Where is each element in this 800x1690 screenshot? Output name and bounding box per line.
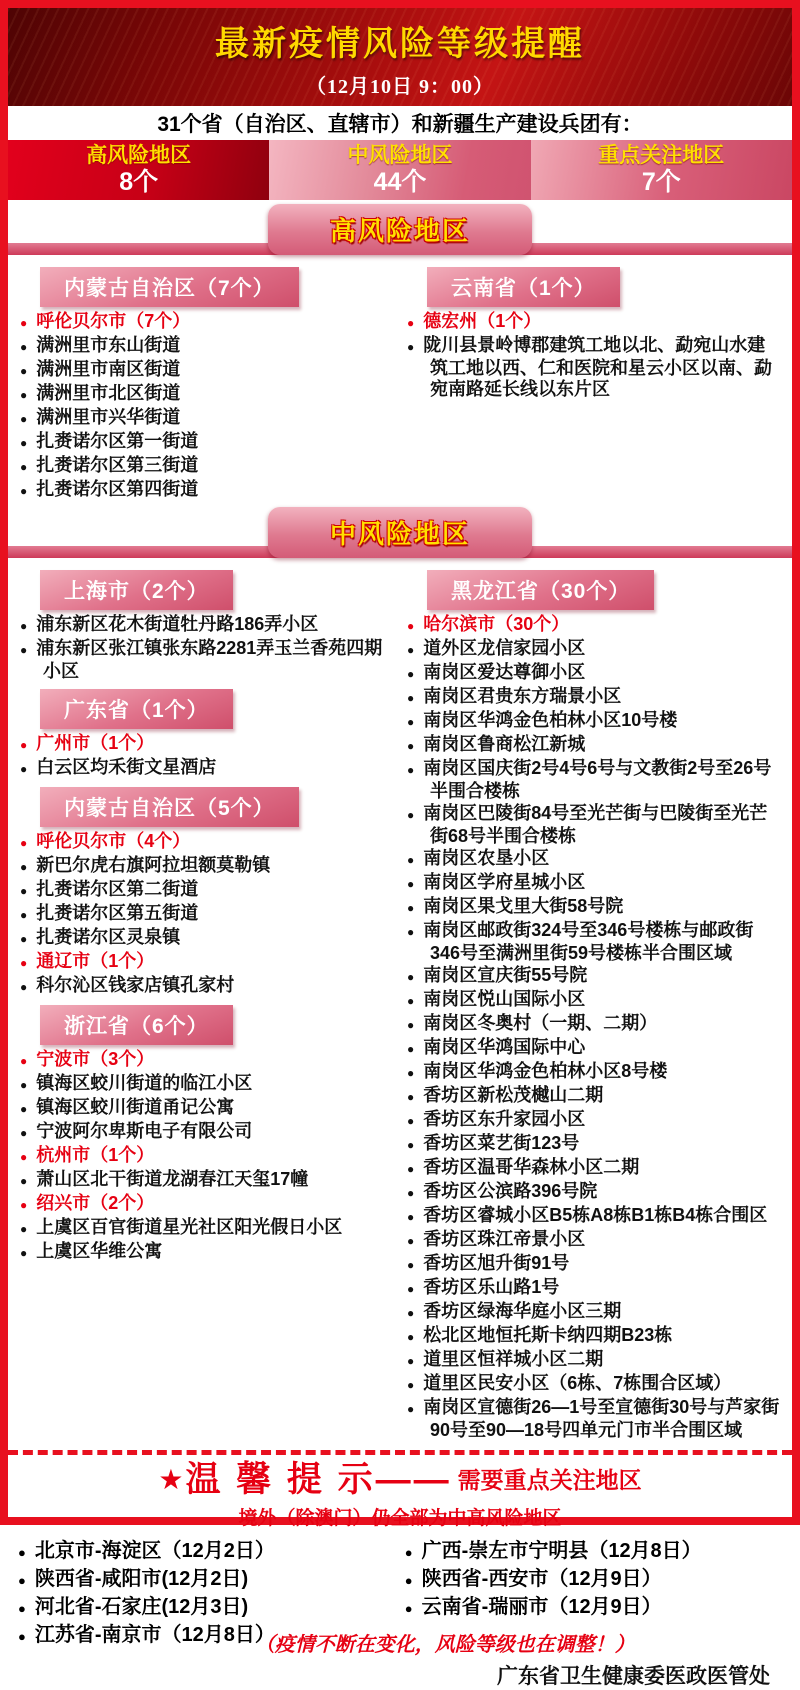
bullet-icon: ● [407, 739, 415, 753]
medium-risk-columns [8, 561, 792, 1442]
list-item [407, 1397, 780, 1441]
list-item-text: 香坊区旭升街91号 [423, 1253, 570, 1273]
bullet-icon: ● [407, 1258, 415, 1272]
list-item-text: 陕西省-西安市（12月9日） [421, 1567, 662, 1590]
list-item-text: 陇川县景岭博郡建筑工地以北、勐宛山水建筑工地以西、仁和医院和星云小区以南、勐宛南路延长线以东片区 [423, 335, 772, 399]
bullet-icon: ● [407, 877, 415, 891]
bullet-icon: ● [407, 619, 415, 633]
bullet-icon: ● [18, 1628, 26, 1644]
bullet-icon: ● [407, 691, 415, 705]
bullet-icon: ● [20, 860, 28, 874]
bullet-icon: ● [20, 1054, 28, 1068]
bullet-icon: ● [20, 619, 28, 633]
bullet-icon: ● [407, 643, 415, 657]
list-item-text: 通辽市（1个） [36, 951, 155, 971]
bullet-icon: ● [407, 1234, 415, 1248]
list-item [407, 335, 780, 400]
province-header: 上海市（2个） [40, 570, 233, 610]
bullet-icon: ● [407, 1042, 415, 1056]
list-item-text: 南岗区宣德街26—1号至宣德街30号与芦家街90号至90—18号四单元门市半合围区域 [423, 1397, 780, 1440]
stat-row [8, 140, 792, 200]
list-item [407, 920, 780, 964]
list-item [20, 359, 393, 382]
bullet-icon: ● [407, 1210, 415, 1224]
stat-high-risk [8, 140, 269, 200]
bullet-icon: ● [407, 853, 415, 867]
bullet-icon: ● [407, 970, 415, 984]
list-item [407, 989, 780, 1012]
bullet-icon: ● [407, 667, 415, 681]
stat-medium-risk [269, 140, 530, 200]
bullet-icon: ● [407, 925, 415, 939]
list-item [20, 1097, 393, 1120]
list-item-text: 扎赉诺尔区第三街道 [36, 455, 199, 475]
bullet-icon: ● [407, 1090, 415, 1104]
bullet-icon: ● [407, 1354, 415, 1368]
bullet-icon: ● [20, 1078, 28, 1092]
list-item [20, 855, 393, 878]
high-risk-left-column [20, 260, 393, 503]
list-item-text: 松北区地恒托斯卡纳四期B23栋 [423, 1325, 673, 1345]
list-item [407, 1085, 780, 1108]
list-item [407, 710, 780, 733]
bullet-icon: ● [18, 1544, 26, 1560]
list-item [20, 1145, 393, 1168]
list-item-text: 扎赉诺尔区灵泉镇 [36, 927, 181, 947]
section-head-medium-risk [8, 507, 792, 561]
bullet-icon: ● [20, 908, 28, 922]
section-title-high-risk: 高风险地区 [268, 204, 532, 255]
list-item [407, 896, 780, 919]
list-item-text: 杭州市（1个） [36, 1145, 155, 1165]
bullet-icon: ● [20, 1246, 28, 1260]
list-item-text: 南岗区君贵东方瑞景小区 [423, 686, 622, 706]
bullet-icon: ● [20, 956, 28, 970]
province-header: 浙江省（6个） [40, 1005, 233, 1045]
province-block [20, 689, 393, 780]
list-item-text: 浦东新区张江镇张东路2281弄玉兰香苑四期小区 [36, 638, 383, 681]
list-item-text: 南岗区华鸿金色柏林小区8号楼 [423, 1061, 668, 1081]
list-item-text: 道外区龙信家园小区 [423, 638, 586, 658]
list-item [405, 1566, 784, 1594]
medium-risk-right-column [407, 563, 780, 1442]
bullet-icon: ● [20, 980, 28, 994]
list-item-text: 南岗区华鸿金色柏林小区10号楼 [423, 710, 678, 730]
bullet-icon: ● [20, 1102, 28, 1116]
province-block [20, 1005, 393, 1264]
list-item-text: 南岗区国庆街2号4号6号与文教街2号至26号半围合楼栋 [423, 758, 772, 801]
list-item-text: 扎赉诺尔区第一街道 [36, 431, 199, 451]
list-item-text: 香坊区乐山路1号 [423, 1277, 560, 1297]
list-item [407, 1157, 780, 1180]
notice-title-row [8, 1461, 792, 1500]
list-item-text: 科尔沁区钱家店镇孔家村 [36, 975, 235, 995]
bullet-icon: ● [407, 1378, 415, 1392]
list-item-text: 扎赉诺尔区第五街道 [36, 903, 199, 923]
bullet-icon: ● [20, 412, 28, 426]
list-item-text: 上虞区百官街道星光社区阳光假日小区 [36, 1217, 343, 1237]
list-item [407, 1373, 780, 1396]
notice-title-suffix: 需要重点关注地区 [457, 1466, 642, 1493]
list-item [405, 1594, 784, 1622]
province-block [407, 267, 780, 400]
list-item-text: 香坊区睿城小区B5栋A8栋B1栋B4栋合围区 [423, 1205, 768, 1225]
province-block [20, 267, 393, 502]
list-item [407, 662, 780, 685]
list-item-text: 呼伦贝尔市（4个） [36, 831, 191, 851]
bullet-icon: ● [20, 836, 28, 850]
list-item [20, 733, 393, 756]
list-item-text: 宁波市（3个） [36, 1049, 155, 1069]
province-block [407, 570, 780, 1441]
stat-count: 8个 [119, 167, 159, 196]
list-item-text: 香坊区珠江帝景小区 [423, 1229, 586, 1249]
list-item-text: 新巴尔虎右旗阿拉坦额莫勒镇 [36, 855, 271, 875]
bullet-icon: ● [407, 1066, 415, 1080]
list-item [18, 1594, 405, 1622]
list-item-text: 满洲里市南区街道 [36, 359, 181, 379]
bullet-icon: ● [407, 994, 415, 1008]
list-item [20, 407, 393, 430]
bullet-icon: ● [18, 1600, 26, 1616]
list-item-text: 满洲里市兴华街道 [36, 407, 181, 427]
place-list [20, 614, 393, 682]
list-item [20, 455, 393, 478]
notice-right-column [254, 1538, 784, 1690]
list-item [20, 431, 393, 454]
bullet-icon: ● [407, 763, 415, 777]
section-head-high-risk [8, 204, 792, 258]
list-item-text: 香坊区菜艺街123号 [423, 1133, 580, 1153]
bullet-icon: ● [407, 1306, 415, 1320]
page-subtitle: （12月10日 9：00） [306, 75, 494, 98]
list-item [407, 1013, 780, 1036]
list-item [407, 734, 780, 757]
bullet-icon: ● [407, 1330, 415, 1344]
list-item-text: 萧山区北干街道龙湖春江天玺17幢 [36, 1169, 309, 1189]
bullet-icon: ● [407, 1162, 415, 1176]
list-item [20, 1073, 393, 1096]
intro-strip: 31个省（自治区、直辖市）和新疆生产建设兵团有： [8, 106, 792, 140]
list-item-text: 满洲里市东山街道 [36, 335, 181, 355]
list-item [407, 1229, 780, 1252]
list-item [20, 903, 393, 926]
list-item-text: 白云区均禾街文星酒店 [36, 757, 217, 777]
list-item-text: 上虞区华维公寓 [36, 1241, 163, 1261]
bullet-icon: ● [20, 762, 28, 776]
bullet-icon: ● [20, 1150, 28, 1164]
bullet-icon: ● [20, 484, 28, 498]
list-item-text: 南岗区悦山国际小区 [423, 989, 586, 1009]
list-item [20, 1193, 393, 1216]
bullet-icon: ● [407, 808, 415, 822]
list-item-text: 扎赉诺尔区第四街道 [36, 479, 199, 499]
bullet-icon: ● [18, 1572, 26, 1588]
notice-warning: （疫情不断在变化，风险等级也在调整！） [254, 1633, 635, 1656]
list-item-text: 南岗区冬奥村（一期、二期） [423, 1013, 658, 1033]
list-item [20, 757, 393, 780]
list-item-text: 南岗区农垦小区 [423, 848, 550, 868]
list-item [20, 614, 393, 637]
list-item [20, 879, 393, 902]
bullet-icon: ● [20, 436, 28, 450]
signature: 广东省卫生健康委医政医管处 [497, 1664, 770, 1688]
list-item-text: 南岗区学府星城小区 [423, 872, 586, 892]
list-item [20, 638, 393, 682]
list-item [407, 1349, 780, 1372]
list-item-text: 道里区恒祥城小区二期 [423, 1349, 604, 1369]
place-list [407, 311, 780, 400]
list-item-text: 江苏省-南京市（12月8日） [34, 1623, 275, 1646]
section-title-medium-risk: 中风险地区 [268, 507, 532, 558]
bullet-icon: ● [407, 1114, 415, 1128]
bullet-icon: ● [20, 388, 28, 402]
list-item-text: 哈尔滨市（30个） [423, 614, 570, 634]
list-item-text: 香坊区公滨路396号院 [423, 1181, 598, 1201]
list-item [407, 1181, 780, 1204]
list-item [407, 872, 780, 895]
list-item-text: 镇海区蛟川街道的临江小区 [36, 1073, 253, 1093]
list-item [407, 1061, 780, 1084]
province-header: 内蒙古自治区（5个） [40, 787, 299, 827]
bullet-icon: ● [20, 316, 28, 330]
bullet-icon: ● [20, 340, 28, 354]
list-item [20, 479, 393, 502]
list-item-text: 云南省-瑞丽市（12月9日） [421, 1595, 662, 1618]
bullet-icon: ● [407, 1282, 415, 1296]
stat-count: 44个 [373, 167, 427, 196]
notice-columns [8, 1530, 792, 1690]
list-item [20, 335, 393, 358]
list-item [407, 1325, 780, 1348]
bullet-icon: ● [20, 1198, 28, 1212]
list-item-text: 南岗区巴陵街84号至光芒街与巴陵街至光芒街68号半围合楼栋 [423, 803, 768, 846]
bullet-icon: ● [407, 715, 415, 729]
header-banner [8, 8, 792, 106]
province-block [20, 787, 393, 998]
bullet-icon: ● [407, 340, 415, 354]
place-list [407, 614, 780, 1441]
bullet-icon: ● [20, 738, 28, 752]
list-item [407, 1253, 780, 1276]
list-item [407, 1037, 780, 1060]
stat-key-focus [531, 140, 792, 200]
list-item [18, 1538, 405, 1566]
province-header: 黑龙江省（30个） [427, 570, 654, 610]
list-item-text: 南岗区鲁商松江新城 [423, 734, 586, 754]
list-item-text: 香坊区新松茂樾山二期 [423, 1085, 604, 1105]
list-item [20, 1217, 393, 1240]
bullet-icon: ● [20, 460, 28, 474]
bullet-icon: ● [20, 1126, 28, 1140]
bullet-icon: ● [407, 1402, 415, 1416]
notice-right-list [405, 1538, 784, 1622]
list-item [407, 614, 780, 637]
list-item-text: 南岗区宣庆街55号院 [423, 965, 588, 985]
list-item [407, 638, 780, 661]
list-item-text: 宁波阿尔卑斯电子有限公司 [36, 1121, 253, 1141]
list-item-text: 南岗区爱达尊御小区 [423, 662, 586, 682]
list-item [407, 1301, 780, 1324]
place-list [20, 831, 393, 998]
list-item [407, 1205, 780, 1228]
list-item-text: 河北省-石家庄(12月3日) [34, 1595, 249, 1618]
high-risk-columns [8, 258, 792, 503]
bullet-icon: ● [20, 932, 28, 946]
list-item [20, 927, 393, 950]
bullet-icon: ● [407, 1186, 415, 1200]
list-item-text: 呼伦贝尔市（7个） [36, 311, 191, 331]
list-item [20, 1121, 393, 1144]
bullet-icon: ● [407, 316, 415, 330]
notice-subtitle: 境外（除澳门）仍全部为中高风险地区 [238, 1507, 562, 1529]
province-header: 广东省（1个） [40, 689, 233, 729]
province-header: 内蒙古自治区（7个） [40, 267, 299, 307]
province-block [20, 570, 393, 682]
list-item [407, 311, 780, 334]
list-item [407, 1277, 780, 1300]
bullet-icon: ● [407, 1138, 415, 1152]
list-item-text: 香坊区绿海华庭小区三期 [423, 1301, 622, 1321]
stat-label: 中风险地区 [347, 143, 453, 167]
list-item-text: 南岗区果戈里大街58号院 [423, 896, 624, 916]
list-item-text: 广州市（1个） [36, 733, 155, 753]
list-item [20, 1049, 393, 1072]
list-item-text: 南岗区华鸿国际中心 [423, 1037, 586, 1057]
list-item [407, 1109, 780, 1132]
bullet-icon: ● [404, 1544, 413, 1560]
bullet-icon: ● [404, 1600, 413, 1616]
list-item [20, 831, 393, 854]
star-icon: ★ [158, 1463, 184, 1495]
list-item-text: 镇海区蛟川街道甬记公寓 [36, 1097, 235, 1117]
page-title: 最新疫情风险等级提醒 [215, 24, 585, 63]
list-item-text: 浦东新区花木街道牡丹路186弄小区 [36, 614, 319, 634]
bullet-icon: ● [20, 643, 28, 657]
list-item-text: 陕西省-咸阳市(12月2日) [34, 1567, 249, 1590]
bullet-icon: ● [20, 884, 28, 898]
stat-count: 7个 [641, 167, 681, 196]
bullet-icon: ● [407, 901, 415, 915]
list-item-text: 德宏州（1个） [423, 311, 542, 331]
medium-risk-left-column [20, 563, 393, 1442]
stat-label: 高风险地区 [86, 143, 192, 167]
list-item [407, 803, 780, 847]
list-item [407, 686, 780, 709]
notice-title: 温 馨 提 示—— [185, 1460, 452, 1499]
notice-left-column [18, 1538, 405, 1690]
bullet-icon: ● [407, 1018, 415, 1032]
stat-label: 重点关注地区 [598, 143, 725, 167]
list-item [20, 311, 393, 334]
list-item [20, 1241, 393, 1264]
list-item-text: 绍兴市（2个） [36, 1193, 155, 1213]
bullet-icon: ● [404, 1572, 413, 1588]
list-item [405, 1538, 784, 1566]
high-risk-right-column [407, 260, 780, 503]
bullet-icon: ● [20, 1174, 28, 1188]
list-item [407, 758, 780, 802]
list-item-text: 北京市-海淀区（12月2日） [34, 1539, 275, 1562]
list-item-text: 广西-崇左市宁明县（12月8日） [421, 1539, 702, 1562]
place-list [20, 733, 393, 780]
list-item-text: 满洲里市北区街道 [36, 383, 181, 403]
place-list [20, 1049, 393, 1264]
list-item-text: 南岗区邮政街324号至346号楼栋与邮政街346号至满洲里街59号楼栋半合围区域 [423, 920, 754, 963]
bullet-icon: ● [20, 364, 28, 378]
list-item [18, 1566, 405, 1594]
list-item [20, 975, 393, 998]
list-item [407, 848, 780, 871]
notice-section [8, 1450, 792, 1690]
province-header: 云南省（1个） [427, 267, 620, 307]
bullet-icon: ● [20, 1222, 28, 1236]
list-item-text: 香坊区温哥华森林小区二期 [423, 1157, 640, 1177]
list-item [407, 965, 780, 988]
poster-inner [8, 8, 792, 1688]
list-item [20, 383, 393, 406]
list-item-text: 道里区民安小区（6栋、7栋围合区域） [423, 1373, 732, 1393]
list-item [20, 951, 393, 974]
list-item [20, 1169, 393, 1192]
list-item-text: 扎赉诺尔区第二街道 [36, 879, 199, 899]
list-item [407, 1133, 780, 1156]
list-item-text: 香坊区东升家园小区 [423, 1109, 586, 1129]
place-list [20, 311, 393, 502]
